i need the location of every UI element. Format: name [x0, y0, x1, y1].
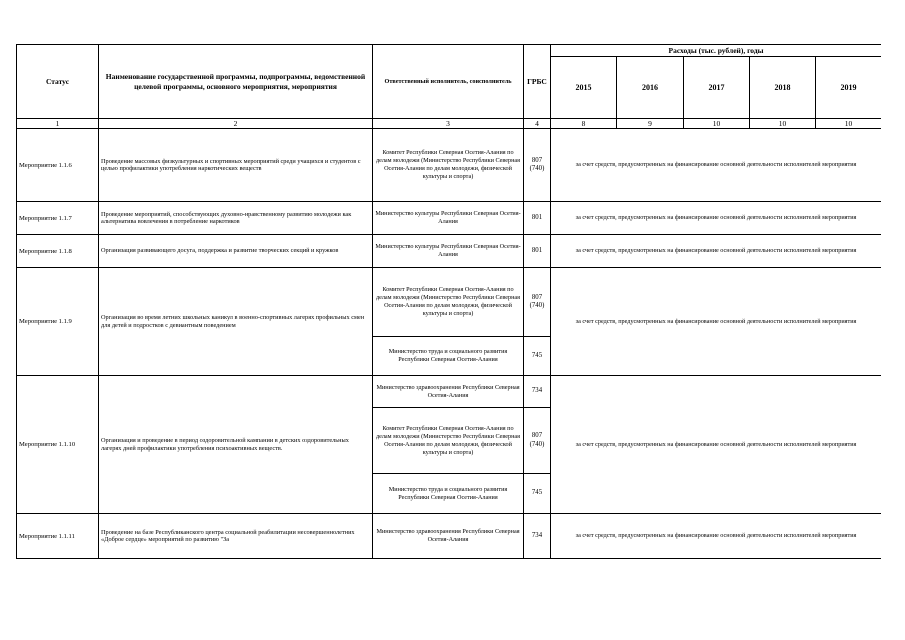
- row-status: Мероприятие 1.1.6: [17, 129, 99, 202]
- row-name: Проведение массовых физкультурных и спортивных мероприятий среди учащихся и студентов с целью профилактики употребления наркотических веществ: [99, 129, 373, 202]
- budget-table: [16, 44, 881, 559]
- column-number: 10: [816, 119, 882, 129]
- table-row: [17, 235, 882, 268]
- row-status: Мероприятие 1.1.10: [17, 376, 99, 514]
- row-grbs: 734: [524, 376, 551, 408]
- row-financing: за счет средств, предусмотренных на финансирование основной деятельности исполнителей мероприятия: [551, 202, 882, 235]
- table-row: [17, 514, 882, 559]
- header-status: Статус: [17, 45, 99, 119]
- table-row: [17, 268, 882, 337]
- row-executor: Министерство культуры Республики Северная Осетия-Алания: [373, 235, 524, 268]
- header-name: Наименование государственной программы, подпрограммы, ведомственной целевой программы, основного мероприятия, мероприятия: [99, 45, 373, 119]
- header-year: 2016: [617, 57, 684, 119]
- row-grbs: 807 (740): [524, 129, 551, 202]
- row-financing: за счет средств, предусмотренных на финансирование основной деятельности исполнителей мероприятия: [551, 129, 882, 202]
- row-financing: за счет средств, предусмотренных на финансирование основной деятельности исполнителей мероприятия: [551, 235, 882, 268]
- header-expenses: Расходы (тыс. рублей), годы: [551, 45, 882, 57]
- header-year: 2018: [750, 57, 816, 119]
- column-number: 10: [750, 119, 816, 129]
- row-grbs: 801: [524, 235, 551, 268]
- header-grbs: ГРБС: [524, 45, 551, 119]
- row-financing: за счет средств, предусмотренных на финансирование основной деятельности исполнителей мероприятия: [551, 514, 882, 559]
- row-grbs: 807 (740): [524, 268, 551, 337]
- header-year: 2019: [816, 57, 882, 119]
- row-executor: Комитет Республики Северная Осетия-Алания по делам молодежи (Министерство Республики Северная Осетия-Алания по делам молодежи, физической культуры и спорта): [373, 129, 524, 202]
- document-sheet: [16, 44, 881, 565]
- row-name: Проведение мероприятий, способствующих духовно-нравственному развитию молодежи как альтернатива вовлечения в потребление наркотиков: [99, 202, 373, 235]
- table-row: [17, 129, 882, 202]
- row-status: Мероприятие 1.1.7: [17, 202, 99, 235]
- table-body: [17, 129, 882, 559]
- column-number: 9: [617, 119, 684, 129]
- column-number: 4: [524, 119, 551, 129]
- header-year: 2015: [551, 57, 617, 119]
- header-year: 2017: [684, 57, 750, 119]
- table-row: [17, 376, 882, 408]
- row-grbs: 801: [524, 202, 551, 235]
- column-number: 8: [551, 119, 617, 129]
- row-status: Мероприятие 1.1.9: [17, 268, 99, 376]
- row-name: Организация развивающего досуга, поддержка и развитие творческих секций и кружков: [99, 235, 373, 268]
- row-executor: Министерство здравоохранения Республики Северная Осетия-Алания: [373, 376, 524, 408]
- row-executor: Комитет Республики Северная Осетия-Алания по делам молодежи (Министерство Республики Северная Осетия-Алания по делам молодежи, физической культуры и спорта): [373, 268, 524, 337]
- row-status: Мероприятие 1.1.11: [17, 514, 99, 559]
- row-grbs: 807 (740): [524, 408, 551, 474]
- row-name: Организация и проведение в период оздоровительной кампании в детских оздоровительных лагерях дней профилактики употребления психоактивных веществ.: [99, 376, 373, 514]
- row-grbs: 745: [524, 337, 551, 376]
- row-name: Проведение на базе Республиканского центра социальной реабилитации несовершеннолетних «Доброе сердце» мероприятий по развитию "За: [99, 514, 373, 559]
- table-row: [17, 202, 882, 235]
- row-executor: Министерство труда и социального развития Республики Северная Осетия-Алания: [373, 337, 524, 376]
- row-financing: за счет средств, предусмотренных на финансирование основной деятельности исполнителей мероприятия: [551, 268, 882, 376]
- column-number: 3: [373, 119, 524, 129]
- header-executor: Ответственный исполнитель, соисполнитель: [373, 45, 524, 119]
- row-status: Мероприятие 1.1.8: [17, 235, 99, 268]
- row-executor: Министерство культуры Республики Северная Осетия-Алания: [373, 202, 524, 235]
- column-number: 1: [17, 119, 99, 129]
- row-grbs: 734: [524, 514, 551, 559]
- row-financing: за счет средств, предусмотренных на финансирование основной деятельности исполнителей мероприятия: [551, 376, 882, 514]
- row-executor: Министерство здравоохранения Республики Северная Осетия-Алания: [373, 514, 524, 559]
- row-executor: Комитет Республики Северная Осетия-Алания по делам молодежи (Министерство Республики Северная Осетия-Алания по делам молодежи, физической культуры и спорта): [373, 408, 524, 474]
- column-number: 2: [99, 119, 373, 129]
- row-grbs: 745: [524, 474, 551, 514]
- column-number: 10: [684, 119, 750, 129]
- row-name: Организация во время летних школьных каникул в военно-спортивных лагерях профильных смен для детей и подростков с девиантным поведением: [99, 268, 373, 376]
- row-executor: Министерство труда и социального развития Республики Северная Осетия-Алания: [373, 474, 524, 514]
